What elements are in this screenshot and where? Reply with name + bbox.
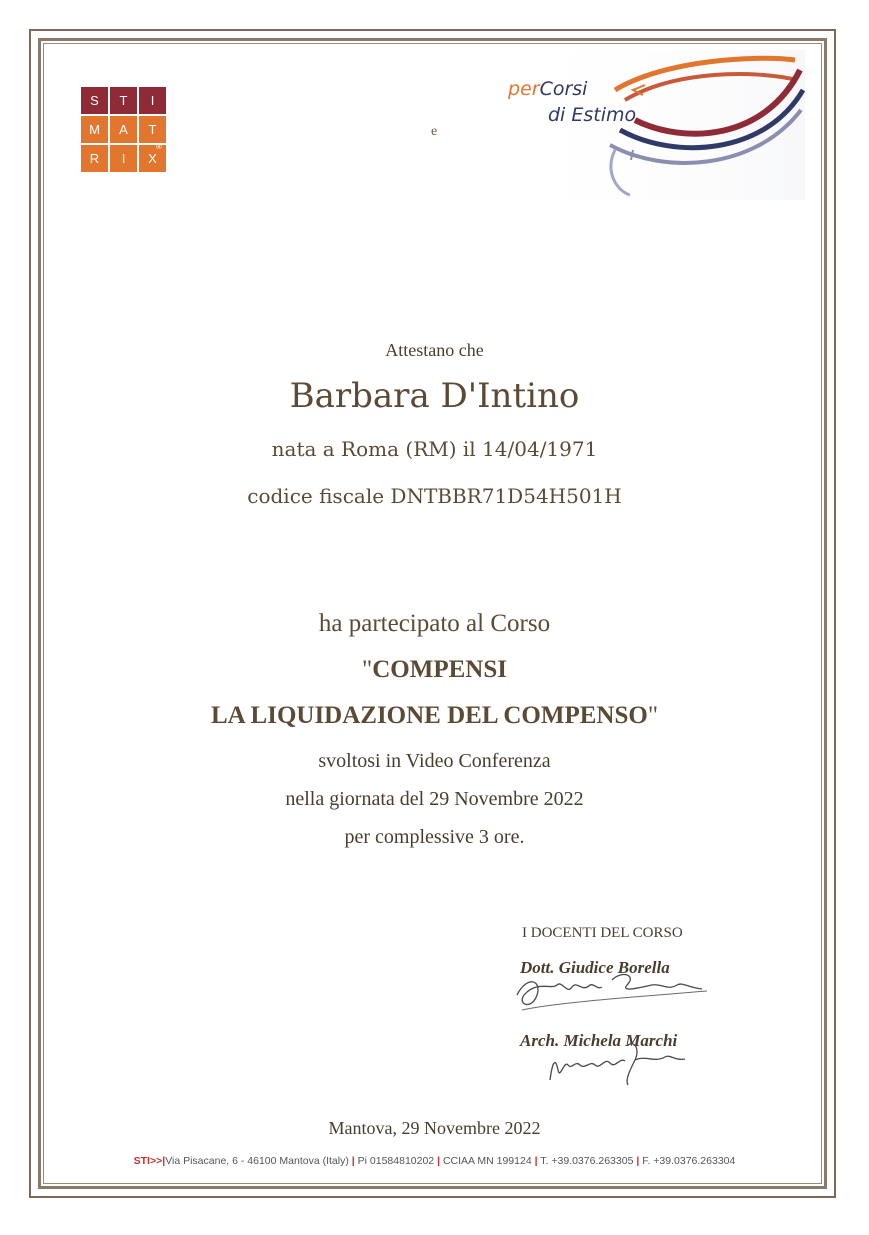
recipient-name: Barbara D'Intino xyxy=(289,376,580,416)
participation-text: ha partecipato al Corso xyxy=(318,610,551,637)
course-date: nella giornata del 29 Novembre 2022 xyxy=(285,788,584,810)
course-hours: per complessive 3 ore. xyxy=(344,826,525,848)
footer-separator: | xyxy=(437,1155,441,1167)
logo-cell: I xyxy=(139,87,166,114)
teacher-1-name: Dott. Giudice Borella xyxy=(520,958,670,977)
percorsi-corsi: Corsi xyxy=(539,78,588,100)
registered-mark: ® xyxy=(156,142,162,151)
footer-brand: STI>> xyxy=(133,1155,163,1167)
signature-2-graphic xyxy=(540,1035,690,1090)
footer-separator: | xyxy=(162,1155,166,1167)
logo-cell: T xyxy=(110,87,137,114)
logo-cell: I xyxy=(110,145,137,172)
conjunction-text: e xyxy=(431,124,438,139)
footer-phone: T. +39.0376.263305 xyxy=(540,1155,634,1167)
logo-cell: T xyxy=(139,116,166,143)
course-title-line2 xyxy=(0,702,869,730)
footer-address: Via Pisacane, 6 - 46100 Mantova (Italy) xyxy=(165,1155,349,1167)
footer-separator: | xyxy=(351,1155,355,1167)
footer-vat: Pi 01584810202 xyxy=(357,1155,435,1167)
footer-contact xyxy=(0,1155,869,1167)
intro-text: Attestano che xyxy=(385,340,484,360)
footer-separator: | xyxy=(534,1155,538,1167)
signature-1-graphic xyxy=(512,965,712,1025)
logo-cell: R xyxy=(81,145,108,172)
footer-cciaa: CCIAA MN 199124 xyxy=(442,1155,532,1167)
course-title-part1: COMPENSI xyxy=(372,656,507,683)
course-title-part2: LA LIQUIDAZIONE DEL COMPENSO xyxy=(210,702,648,729)
course-title-line1 xyxy=(0,656,869,684)
quote-close: " xyxy=(647,702,659,729)
place-and-date: Mantova, 29 Novembre 2022 xyxy=(328,1118,541,1138)
logo-cell: S xyxy=(81,87,108,114)
quote-open: " xyxy=(362,656,373,683)
footer-fax: F. +39.0376.263304 xyxy=(642,1155,736,1167)
percorsi-subtitle: di Estimo xyxy=(548,104,637,126)
logo-cell: M xyxy=(81,116,108,143)
stimatrix-logo xyxy=(81,87,166,172)
logo-cell: X xyxy=(139,145,166,172)
footer-separator: | xyxy=(636,1155,640,1167)
tax-code: codice fiscale DNTBBR71D54H501H xyxy=(247,484,622,508)
logo-cell: A xyxy=(110,116,137,143)
teacher-2-name: Arch. Michela Marchi xyxy=(520,1031,678,1050)
percorsi-per: per xyxy=(508,78,540,100)
course-mode: svoltosi in Video Conferenza xyxy=(318,750,551,772)
percorsi-logo-text xyxy=(508,78,587,100)
birth-info: nata a Roma (RM) il 14/04/1971 xyxy=(271,437,598,461)
teachers-heading: I DOCENTI DEL CORSO xyxy=(522,925,683,941)
